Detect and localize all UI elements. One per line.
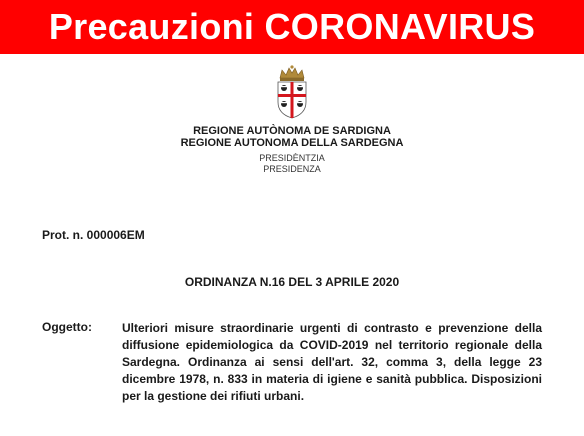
subject-line: dicembre 1978, n. 833 in materia di igiene e sanità pubblica. Disposizioni (122, 372, 542, 386)
ordinance-title: ORDINANZA N.16 DEL 3 APRILE 2020 (184, 275, 400, 289)
sardinia-four-moors-crest-icon (270, 64, 314, 120)
office-name-italian: PRESIDENZA (263, 164, 321, 174)
subject-line: Ulteriori misure straordinarie urgenti di contrasto e prevenzione della (122, 321, 542, 335)
subject-text (122, 320, 542, 405)
subject-label: Oggetto: (42, 320, 92, 334)
subject-line: Sardegna. Ordinanza ai sensi dell'art. 32, comma 3, della legge 23 (122, 355, 542, 369)
region-name-italian: REGIONE AUTONOMA DELLA SARDEGNA (180, 137, 404, 149)
protocol-number: Prot. n. 000006EM (42, 228, 145, 242)
subject-line: per la gestione dei rifiuti urbani. (122, 389, 305, 403)
title-banner (0, 0, 584, 54)
office-name-sardinian: PRESIDÈNTZIA (259, 153, 325, 163)
subject-line: diffusione epidemiologica da COVID-2019 nel territorio regionale della (122, 338, 542, 352)
region-name-sardinian: REGIONE AUTÒNOMA DE SARDIGNA (193, 125, 391, 137)
banner-title: Precauzioni CORONAVIRUS (48, 6, 536, 47)
